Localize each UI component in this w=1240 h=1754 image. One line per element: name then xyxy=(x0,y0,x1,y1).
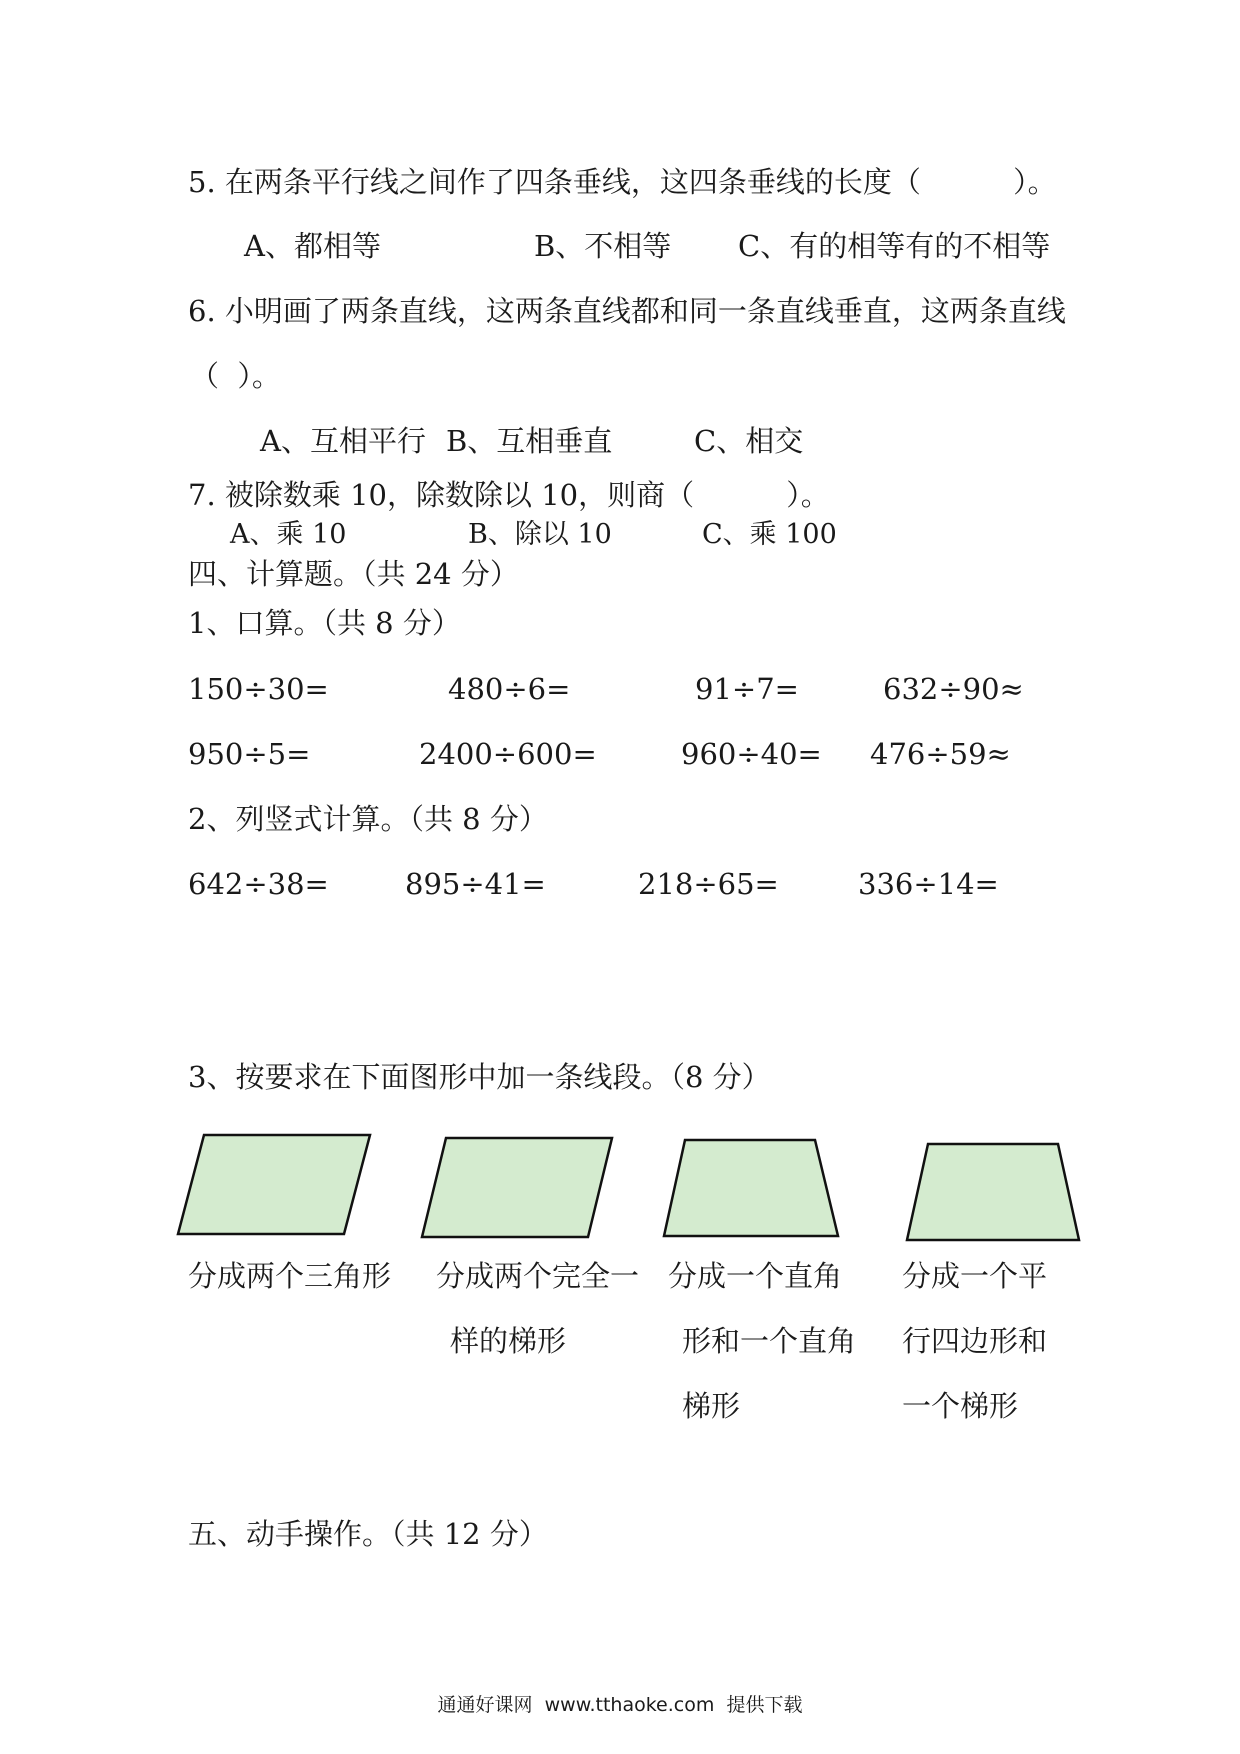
q7-stem: 7. 被除数乘 10，除数除以 10，则商（ ）。 xyxy=(188,478,830,512)
shape-caption: 分成一个平 xyxy=(902,1259,1048,1293)
shape-caption: 分成两个三角形 xyxy=(188,1259,392,1293)
q5-option-b: B、不相等 xyxy=(534,229,672,263)
oral-calc-item: 950÷5= xyxy=(188,737,311,771)
q5-option-c: C、有的相等有的不相等 xyxy=(738,229,1051,263)
vertical-calc-item: 218÷65= xyxy=(638,867,779,901)
section5-title: 五、动手操作。（共 12 分） xyxy=(188,1517,548,1551)
vertical-calc-item: 895÷41= xyxy=(405,867,546,901)
q7-option-a: A、乘 10 xyxy=(230,519,347,550)
section4-title: 四、计算题。（共 24 分） xyxy=(188,557,519,591)
oral-calc-item: 632÷90≈ xyxy=(883,672,1024,706)
oral-calc-item: 2400÷600= xyxy=(419,737,597,771)
shape-caption: 样的梯形 xyxy=(450,1324,567,1358)
q6-option-a: A、互相平行 xyxy=(260,424,426,458)
q6-stem-line2: （ ）。 xyxy=(190,359,281,393)
shape-caption: 行四边形和 xyxy=(902,1324,1048,1358)
page-footer: 通通好课网 www.tthaoke.com 提供下载 xyxy=(437,1694,803,1716)
oral-calc-item: 91÷7= xyxy=(695,672,799,706)
parallelogram-shape-1 xyxy=(174,1130,374,1240)
q6-stem-line1: 6. 小明画了两条直线，这两条直线都和同一条直线垂直，这两条直线 xyxy=(188,294,1066,328)
oral-calc-item: 960÷40= xyxy=(681,737,822,771)
shape-caption: 一个梯形 xyxy=(902,1389,1019,1423)
shape-caption: 分成一个直角 xyxy=(668,1259,843,1293)
part3-title: 3、按要求在下面图形中加一条线段。（8 分） xyxy=(188,1060,771,1094)
trapezoid-shape-1 xyxy=(660,1136,846,1240)
shape-caption: 形和一个直角 xyxy=(682,1324,857,1358)
q7-option-c: C、乘 100 xyxy=(702,519,837,550)
parallelogram-shape-2 xyxy=(416,1133,616,1243)
vertical-calc-item: 642÷38= xyxy=(188,867,329,901)
q7-option-b: B、除以 10 xyxy=(468,519,612,550)
q6-option-b: B、互相垂直 xyxy=(446,424,613,458)
shape-caption: 梯形 xyxy=(682,1389,741,1423)
part1-title: 1、口算。（共 8 分） xyxy=(188,606,461,640)
q5-option-a: A、都相等 xyxy=(244,229,381,263)
oral-calc-item: 150÷30= xyxy=(188,672,329,706)
trapezoid-shape-2 xyxy=(903,1140,1085,1244)
shape-caption: 分成两个完全一 xyxy=(436,1259,640,1293)
q5-stem: 5. 在两条平行线之间作了四条垂线，这四条垂线的长度（ ）。 xyxy=(188,165,1057,199)
part2-title: 2、列竖式计算。（共 8 分） xyxy=(188,802,548,836)
oral-calc-item: 476÷59≈ xyxy=(870,737,1011,771)
oral-calc-item: 480÷6= xyxy=(448,672,571,706)
q6-option-c: C、相交 xyxy=(694,424,804,458)
vertical-calc-item: 336÷14= xyxy=(858,867,999,901)
